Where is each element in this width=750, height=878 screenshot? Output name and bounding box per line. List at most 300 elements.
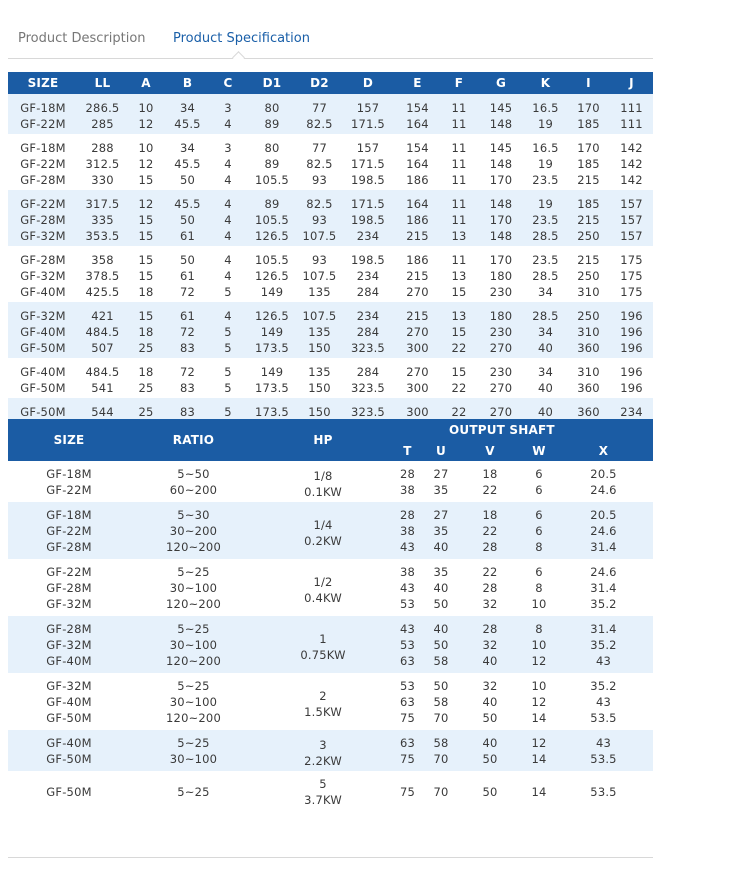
table-cell: 484.5: [78, 324, 127, 340]
cell-size: GF-50M: [46, 785, 92, 799]
cell-x: 24.6: [590, 483, 617, 497]
table-cell: 23.5: [532, 173, 559, 187]
table-cell: 83: [179, 381, 196, 395]
active-tab-caret-icon: [232, 51, 245, 64]
table-cell: 107.5: [298, 302, 341, 324]
table-cell: 61: [165, 302, 210, 324]
table-cell: 15: [127, 212, 165, 228]
table-cell: 126.5: [246, 228, 298, 246]
table-cell: 234: [341, 302, 395, 324]
table-cell: 107.5: [302, 269, 337, 283]
table-cell: 286.5: [78, 94, 127, 116]
table-cell: 19: [524, 190, 567, 212]
hp-value: 2: [319, 689, 327, 703]
table-cell: 4: [210, 228, 246, 246]
table-cell: 135: [298, 324, 341, 340]
table-row: [8, 284, 653, 302]
table-cell: 198.5: [341, 212, 395, 228]
cell-t: 53: [399, 597, 416, 611]
cell-w: 14: [531, 711, 547, 725]
cell-ratio: 5~50: [177, 467, 210, 481]
cell-x: 43: [595, 695, 612, 709]
table-cell: 164: [395, 116, 440, 134]
table-cell: 5: [224, 285, 232, 299]
table-cell: 12: [127, 190, 165, 212]
cell-t: 53: [389, 637, 426, 653]
table-cell: 89: [246, 190, 298, 212]
table-cell: 82.5: [298, 190, 341, 212]
header-w: W: [524, 440, 554, 461]
table-cell: 234: [356, 269, 380, 283]
dim-group: [8, 246, 653, 302]
table-cell: 175: [620, 269, 643, 283]
dim-group: [8, 94, 653, 134]
cell-v: 22: [482, 483, 498, 497]
table-cell: 11: [451, 253, 467, 267]
table-cell: 72: [179, 285, 196, 299]
table-cell: 150: [308, 381, 331, 395]
cell-v: 28: [482, 581, 498, 595]
cell-ratio: 5~25: [177, 565, 210, 579]
table-row: [8, 228, 653, 246]
table-cell: 148: [478, 116, 524, 134]
table-cell: GF-50M: [8, 398, 78, 422]
cell-t: 75: [389, 751, 426, 771]
cell-ratio: 30~100: [169, 581, 218, 595]
table-row: [8, 324, 653, 340]
table-cell: 507: [78, 340, 127, 358]
table-cell: 135: [308, 285, 331, 299]
table-cell: 16.5: [524, 94, 567, 116]
table-row: [8, 246, 653, 268]
table-cell: 154: [406, 141, 429, 155]
table-cell: 196: [610, 302, 653, 324]
table-cell: 40: [524, 340, 567, 358]
table-cell: 45.5: [174, 157, 201, 171]
table-cell: 250: [577, 269, 600, 283]
table-cell: 171.5: [341, 116, 395, 134]
cell-size: GF-22M: [8, 523, 130, 539]
table-cell: 150: [298, 398, 341, 422]
table-cell: 77: [298, 94, 341, 116]
cell-ratio: 30~100: [169, 695, 218, 709]
table-cell: 13: [451, 269, 467, 283]
table-cell: 196: [620, 365, 643, 379]
table-cell: 105.5: [255, 253, 289, 267]
table-cell: 83: [165, 398, 210, 422]
kw-value: 0.4KW: [304, 591, 342, 605]
dim-header-b: B: [165, 72, 210, 94]
table-cell: 28.5: [532, 269, 559, 283]
table-row: [8, 190, 653, 212]
table-cell: 61: [165, 228, 210, 246]
table-row: [8, 559, 653, 580]
table-cell: GF-50M: [20, 381, 66, 395]
table-cell: 15: [138, 173, 154, 187]
cell-u: 50: [426, 637, 456, 653]
table-cell: 234: [610, 398, 653, 422]
table-cell: 300: [406, 381, 429, 395]
table-cell: 23.5: [524, 212, 567, 228]
table-row: [8, 172, 653, 190]
table-cell: 230: [489, 365, 513, 379]
cell-w: 8: [524, 539, 554, 559]
cell-u: 70: [426, 751, 456, 771]
table-cell: GF-40M: [20, 285, 66, 299]
table-cell: 4: [224, 173, 232, 187]
table-cell: 18: [138, 285, 154, 299]
table-cell: 145: [489, 141, 513, 155]
hp-value: 3: [319, 738, 327, 752]
table-cell: GF-28M: [20, 253, 66, 267]
cell-size: GF-28M: [8, 616, 130, 637]
table-cell: 50: [179, 253, 196, 267]
cell-ratio: 60~200: [169, 483, 218, 497]
table-cell: 173.5: [246, 398, 298, 422]
table-cell: GF-22M: [8, 116, 78, 134]
table-cell: 5: [224, 381, 232, 395]
product-tabs: [8, 0, 653, 59]
table-cell: 13: [440, 228, 478, 246]
table-cell: 142: [620, 157, 643, 171]
cell-w: 10: [531, 597, 547, 611]
table-cell: 270: [489, 381, 513, 395]
table-cell: 5: [224, 365, 232, 379]
table-row: [8, 616, 653, 637]
dim-group: [8, 134, 653, 190]
table-cell: 215: [406, 269, 429, 283]
table-row: [8, 134, 653, 156]
table-cell: 425.5: [85, 285, 120, 299]
table-cell: 4: [210, 116, 246, 134]
dimensions-table: [8, 72, 653, 422]
table-cell: 45.5: [165, 116, 210, 134]
cell-v: 22: [456, 523, 524, 539]
table-cell: 142: [620, 173, 643, 187]
header-size: SIZE: [8, 419, 130, 461]
kw-value: 0.2KW: [304, 534, 342, 548]
table-cell: GF-28M: [20, 173, 66, 187]
cell-t: 43: [389, 539, 426, 559]
cell-x: 31.4: [554, 539, 653, 559]
ratio-group: [8, 461, 653, 502]
table-cell: 61: [179, 269, 196, 283]
table-cell: 335: [78, 212, 127, 228]
header-u: U: [426, 440, 456, 461]
table-cell: 126.5: [246, 302, 298, 324]
cell-u: 40: [426, 539, 456, 559]
table-cell: 22: [451, 381, 467, 395]
cell-x: 53.5: [590, 785, 617, 799]
cell-x: 24.6: [590, 565, 617, 579]
table-cell: 270: [406, 365, 429, 379]
table-cell: 270: [395, 324, 440, 340]
table-cell: 198.5: [351, 173, 385, 187]
table-cell: 312.5: [85, 157, 120, 171]
hp-cell: [257, 730, 389, 771]
ratio-group: [8, 673, 653, 730]
table-cell: 5: [210, 398, 246, 422]
hp-cell: [257, 673, 389, 730]
kw-value: 3.7KW: [304, 793, 342, 807]
table-cell: 28.5: [524, 228, 567, 246]
table-cell: 215: [577, 253, 600, 267]
cell-size: GF-40M: [46, 695, 92, 709]
table-cell: 148: [478, 190, 524, 212]
cell-u: 40: [426, 616, 456, 637]
table-cell: 186: [395, 212, 440, 228]
table-cell: 148: [489, 157, 513, 171]
cell-w: 6: [524, 523, 554, 539]
cell-w: 6: [535, 467, 543, 481]
table-cell: 421: [78, 302, 127, 324]
table-cell: 175: [620, 285, 643, 299]
table-cell: 93: [311, 253, 328, 267]
table-cell: 80: [264, 141, 280, 155]
cell-u: 35: [426, 523, 456, 539]
cell-w: 6: [535, 565, 543, 579]
table-cell: 93: [311, 173, 328, 187]
cell-size: GF-28M: [8, 539, 130, 559]
table-cell: 4: [224, 269, 232, 283]
table-cell: 15: [138, 253, 154, 267]
header-t: T: [389, 440, 426, 461]
table-cell: 157: [356, 141, 380, 155]
table-cell: 230: [478, 324, 524, 340]
table-cell: GF-18M: [8, 94, 78, 116]
table-cell: 40: [524, 398, 567, 422]
cell-w: 8: [535, 581, 543, 595]
cell-u: 50: [433, 597, 449, 611]
table-cell: 89: [246, 116, 298, 134]
table-cell: 50: [179, 173, 196, 187]
table-cell: 77: [311, 141, 328, 155]
table-cell: 15: [440, 324, 478, 340]
ratio-group: [8, 616, 653, 673]
table-cell: 196: [610, 340, 653, 358]
table-cell: 83: [165, 340, 210, 358]
cell-v: 18: [456, 502, 524, 523]
table-cell: 185: [577, 157, 600, 171]
dim-header-k: K: [524, 72, 567, 94]
table-row: [8, 730, 653, 751]
cell-size: GF-32M: [46, 679, 92, 693]
cell-u: 70: [433, 785, 449, 799]
table-cell: 157: [610, 212, 653, 228]
hp-value: 1/4: [313, 518, 333, 532]
cell-ratio: 5~25: [130, 616, 257, 637]
header-x: X: [554, 440, 653, 461]
table-cell: 4: [224, 253, 232, 267]
table-row: [8, 340, 653, 358]
table-row: [8, 502, 653, 523]
cell-t: 38: [399, 565, 416, 579]
table-cell: 170: [489, 253, 513, 267]
table-cell: 288: [91, 141, 114, 155]
cell-t: 75: [399, 785, 416, 799]
cell-size: GF-50M: [8, 751, 130, 771]
table-cell: 164: [406, 157, 429, 171]
table-cell: 378.5: [85, 269, 120, 283]
table-cell: 173.5: [255, 381, 289, 395]
table-cell: 310: [567, 324, 610, 340]
table-cell: 198.5: [351, 253, 385, 267]
cell-v: 32: [482, 679, 498, 693]
dim-header-a: A: [127, 72, 165, 94]
table-cell: 28.5: [524, 302, 567, 324]
tab-product-specification[interactable]: Product Specification: [173, 31, 310, 46]
dim-header-g: G: [478, 72, 524, 94]
cell-w: 14: [524, 751, 554, 771]
cell-ratio: 120~200: [166, 711, 221, 725]
ratio-group: [8, 730, 653, 771]
cell-w: 12: [524, 730, 554, 751]
cell-ratio: 30~100: [130, 751, 257, 771]
table-cell: 93: [298, 212, 341, 228]
table-cell: 149: [260, 285, 284, 299]
table-cell: GF-18M: [20, 141, 66, 155]
table-cell: GF-50M: [8, 340, 78, 358]
cell-w: 12: [524, 653, 554, 673]
cell-u: 58: [426, 653, 456, 673]
table-cell: 13: [440, 302, 478, 324]
cell-u: 40: [433, 581, 449, 595]
cell-w: 8: [524, 616, 554, 637]
table-row: [8, 302, 653, 324]
table-cell: 12: [138, 157, 154, 171]
table-cell: 89: [264, 157, 280, 171]
kw-value: 0.75KW: [300, 648, 346, 662]
cell-x: 35.2: [590, 679, 617, 693]
dim-header-d: D: [341, 72, 395, 94]
dim-group: [8, 302, 653, 358]
table-cell: 148: [478, 228, 524, 246]
ratio-group: [8, 502, 653, 559]
cell-t: 38: [399, 483, 416, 497]
cell-v: 32: [456, 637, 524, 653]
table-cell: 34: [537, 365, 554, 379]
table-cell: 284: [341, 324, 395, 340]
table-cell: 105.5: [255, 173, 289, 187]
table-cell: 170: [478, 212, 524, 228]
table-cell: 11: [451, 157, 467, 171]
cell-size: GF-18M: [46, 467, 92, 481]
table-cell: 11: [440, 116, 478, 134]
cell-v: 50: [482, 785, 498, 799]
cell-u: 58: [433, 695, 449, 709]
cell-x: 20.5: [590, 467, 617, 481]
dim-header-e: E: [395, 72, 440, 94]
cell-v: 32: [482, 597, 498, 611]
table-cell: 16.5: [532, 141, 559, 155]
table-cell: 157: [341, 94, 395, 116]
table-cell: 157: [610, 190, 653, 212]
table-cell: 135: [308, 365, 331, 379]
table-cell: 484.5: [85, 365, 120, 379]
hp-value: 1/2: [313, 575, 333, 589]
table-cell: 11: [451, 173, 467, 187]
table-cell: 142: [620, 141, 643, 155]
bottom-divider: [8, 857, 653, 858]
table-cell: 15: [451, 365, 467, 379]
table-cell: 25: [127, 398, 165, 422]
table-cell: 145: [478, 94, 524, 116]
table-cell: 186: [406, 173, 429, 187]
cell-x: 24.6: [554, 523, 653, 539]
table-cell: 15: [138, 269, 154, 283]
table-row: [8, 94, 653, 116]
table-cell: 185: [567, 190, 610, 212]
table-cell: 19: [537, 157, 554, 171]
cell-v: 40: [456, 653, 524, 673]
table-cell: 34: [524, 324, 567, 340]
table-cell: 360: [567, 340, 610, 358]
ratio-group: [8, 559, 653, 616]
table-cell: 300: [395, 340, 440, 358]
table-row: [8, 380, 653, 398]
header-v: V: [456, 440, 524, 461]
cell-ratio: 120~200: [130, 653, 257, 673]
table-cell: 34: [537, 285, 554, 299]
table-cell: 72: [165, 324, 210, 340]
cell-x: 20.5: [554, 502, 653, 523]
tab-product-description[interactable]: Product Description: [18, 31, 146, 46]
hp-cell: [257, 771, 389, 812]
table-cell: GF-22M: [20, 157, 66, 171]
hp-value: 5: [319, 777, 327, 791]
table-cell: 215: [395, 228, 440, 246]
table-cell: 250: [567, 228, 610, 246]
table-cell: 353.5: [78, 228, 127, 246]
table-cell: 270: [478, 398, 524, 422]
dim-group: [8, 358, 653, 398]
table-cell: 170: [577, 141, 600, 155]
cell-u: 35: [433, 565, 449, 579]
table-cell: 10: [127, 94, 165, 116]
kw-value: 2.2KW: [304, 754, 342, 768]
cell-x: 53.5: [554, 751, 653, 771]
dim-header-c: C: [210, 72, 246, 94]
cell-x: 35.2: [554, 637, 653, 653]
dimensions-header-row: [8, 72, 653, 94]
cell-w: 10: [531, 679, 547, 693]
cell-t: 63: [389, 730, 426, 751]
header-ratio: RATIO: [130, 419, 257, 461]
table-cell: 15: [451, 285, 467, 299]
cell-t: 38: [389, 523, 426, 539]
header-hp: HP: [257, 419, 389, 461]
cell-ratio: 30~200: [130, 523, 257, 539]
table-cell: 171.5: [351, 157, 385, 171]
table-cell: 25: [138, 381, 154, 395]
cell-u: 27: [433, 467, 449, 481]
table-cell: 5: [210, 324, 246, 340]
cell-u: 35: [433, 483, 449, 497]
table-cell: 19: [524, 116, 567, 134]
table-cell: 541: [91, 381, 114, 395]
table-cell: 154: [395, 94, 440, 116]
cell-v: 28: [456, 616, 524, 637]
table-cell: GF-32M: [8, 302, 78, 324]
cell-w: 10: [524, 637, 554, 653]
table-cell: 11: [451, 141, 467, 155]
table-cell: 323.5: [341, 340, 395, 358]
cell-x: 35.2: [590, 597, 617, 611]
table-cell: 25: [127, 340, 165, 358]
dim-header-f: F: [440, 72, 478, 94]
table-cell: 15: [127, 228, 165, 246]
cell-u: 58: [426, 730, 456, 751]
